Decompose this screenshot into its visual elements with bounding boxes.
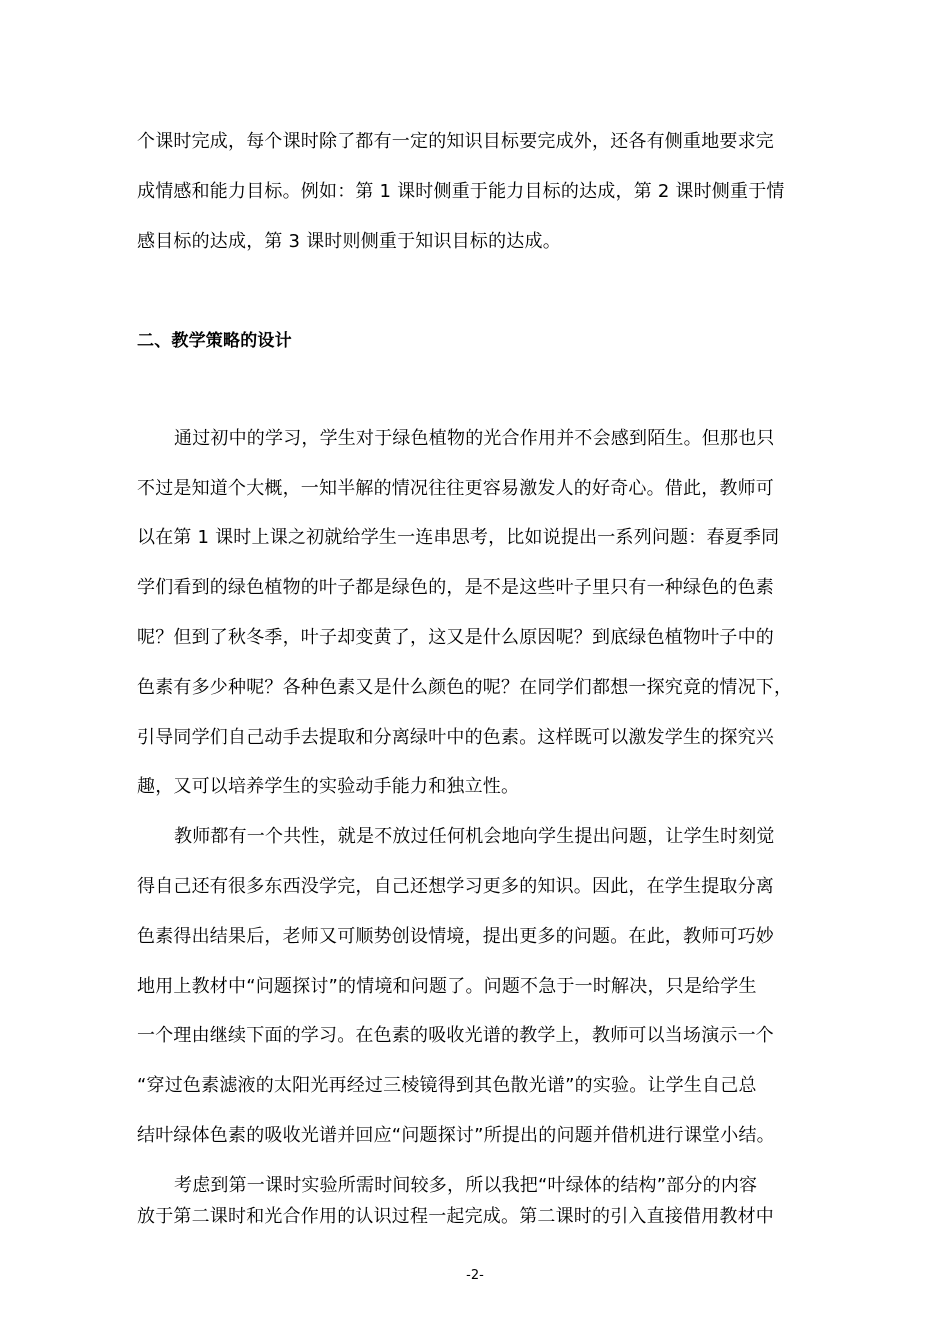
p2-line-2: 得自己还有很多东西没学完，自己还想学习更多的知识。因此，在学生提取分离 (137, 876, 774, 897)
section-heading: 二、教学策略的设计 (137, 331, 292, 351)
p2-line-1: 教师都有一个共性，就是不放过任何机会地向学生提出问题，让学生时刻觉 (174, 826, 775, 847)
p2-line-5: 一个理由继续下面的学习。在色素的吸收光谱的教学上，教师可以当场演示一个 (137, 1025, 774, 1046)
p1-line-8: 趣，又可以培养学生的实验动手能力和独立性。 (137, 776, 520, 797)
p3-line-2: 放于第二课时和光合作用的认识过程一起完成。第二课时的引入直接借用教材中 (137, 1206, 774, 1227)
p3-line-1: 考虑到第一课时实验所需时间较多，所以我把“叶绿体的结构”部分的内容 (174, 1175, 758, 1196)
intro-line-1: 个课时完成，每个课时除了都有一定的知识目标要完成外，还各有侧重地要求完 (137, 131, 774, 152)
p1-line-6: 色素有多少种呢？各种色素又是什么颜色的呢？在同学们都想一探究竟的情况下， (137, 677, 793, 698)
p1-line-2: 不过是知道个大概，一知半解的情况往往更容易激发人的好奇心。借此，教师可 (137, 478, 774, 499)
p2-line-4: 地用上教材中“问题探讨”的情境和问题了。问题不急于一时解决，只是给学生 (137, 976, 757, 997)
p2-line-6: “穿过色素滤液的太阳光再经过三棱镜得到其色散光谱”的实验。让学生自己总 (137, 1075, 757, 1096)
intro-line-3: 感目标的达成，第 3 课时则侧重于知识目标的达成。 (137, 231, 561, 252)
intro-line-2: 成情感和能力目标。例如：第 1 课时侧重于能力目标的达成，第 2 课时侧重于情 (137, 181, 785, 202)
p2-line-3: 色素得出结果后，老师又可顺势创设情境，提出更多的问题。在此，教师可巧妙 (137, 926, 774, 947)
p1-line-4: 学们看到的绿色植物的叶子都是绿色的，是不是这些叶子里只有一种绿色的色素 (137, 577, 774, 598)
p1-line-7: 引导同学们自己动手去提取和分离绿叶中的色素。这样既可以激发学生的探究兴 (137, 727, 774, 748)
p1-line-3: 以在第 1 课时上课之初就给学生一连串思考，比如说提出一系列问题：春夏季同 (137, 527, 780, 548)
p2-line-7: 结叶绿体色素的吸收光谱并回应“问题探讨”所提出的问题并借机进行课堂小结。 (137, 1125, 775, 1146)
page-number: -2- (466, 1268, 484, 1283)
p1-line-1: 通过初中的学习，学生对于绿色植物的光合作用并不会感到陌生。但那也只 (174, 428, 775, 449)
p1-line-5: 呢？但到了秋冬季，叶子却变黄了，这又是什么原因呢？到底绿色植物叶子中的 (137, 627, 774, 648)
